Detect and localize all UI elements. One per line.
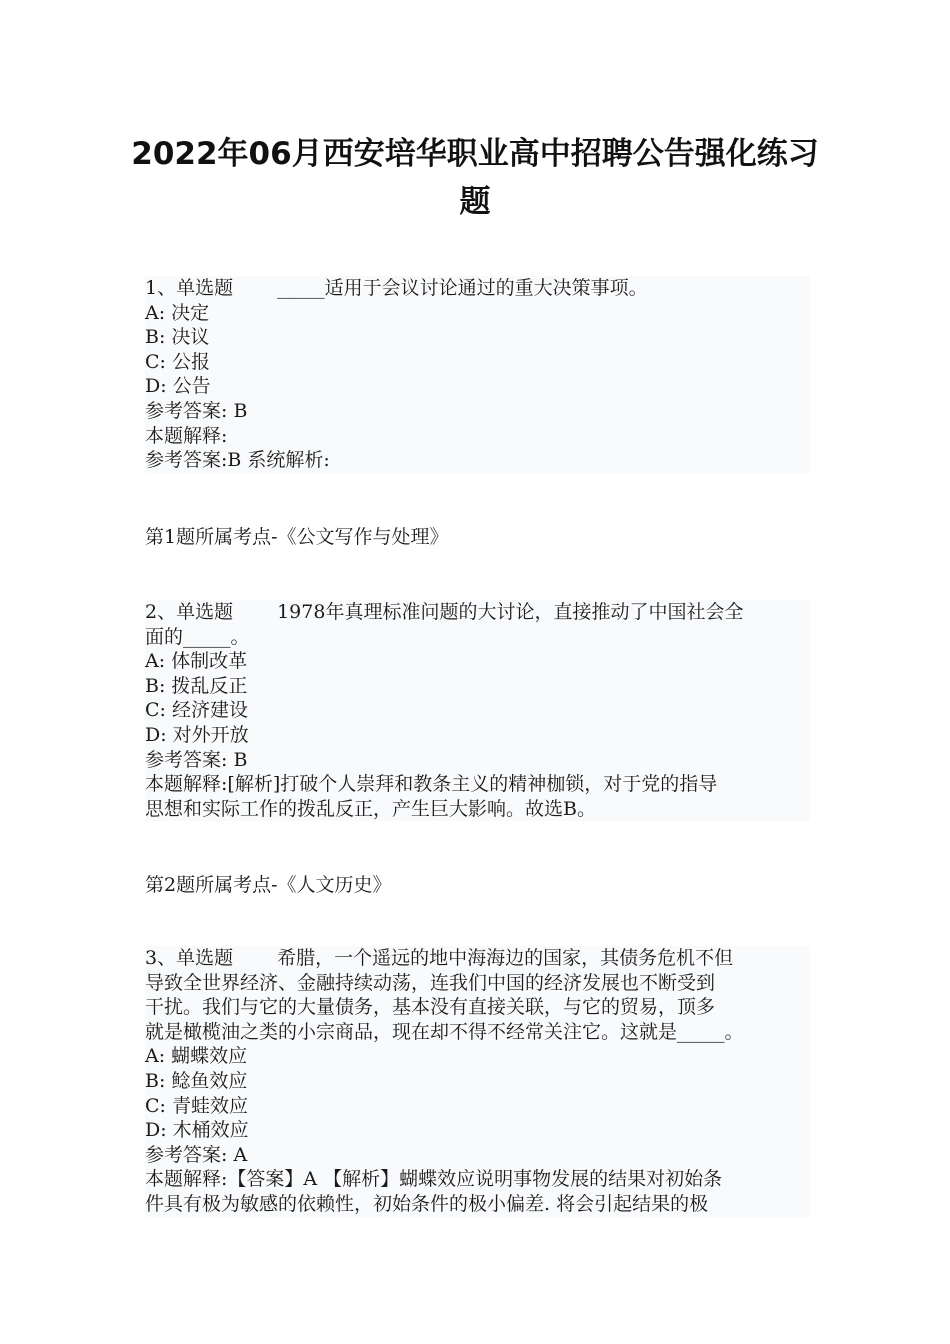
question-2-option-a: A: 体制改革 [145, 650, 248, 673]
question-1-header [145, 276, 810, 301]
question-3-number: 3、单选题 [145, 947, 234, 969]
question-1-explanation-detail: 参考答案:B 系统解析: [145, 449, 330, 472]
question-3-header [145, 946, 810, 971]
question-2-option-d: D: 对外开放 [145, 723, 249, 746]
question-1-stem: _____适用于会议讨论通过的重大决策事项。 [277, 277, 648, 299]
question-1-option-a: A: 决定 [145, 301, 210, 324]
question-3-option-d: D: 木桶效应 [145, 1119, 249, 1142]
question-3-stem-line-1: 希腊，一个遥远的地中海海边的国家，其债务危机不但 [277, 947, 734, 969]
question-2-option-c: C: 经济建设 [145, 699, 248, 722]
question-3-explanation-line-2: 件具有极为敏感的依赖性，初始条件的极小偏差. 将会引起结果的极 [145, 1192, 709, 1215]
question-1-option-c: C: 公报 [145, 350, 210, 373]
question-3-option-b: B: 鲶鱼效应 [145, 1069, 248, 1092]
question-2-stem-line-1: 1978年真理标准问题的大讨论，直接推动了中国社会全 [277, 601, 744, 623]
question-2-option-b: B: 拨乱反正 [145, 674, 248, 697]
question-3-option-c: C: 青蛙效应 [145, 1094, 248, 1117]
document-title [130, 130, 820, 226]
question-1 [145, 276, 810, 473]
question-2 [145, 600, 810, 821]
question-3-explanation-line-1: 本题解释:【答案】A 【解析】蝴蝶效应说明事物发展的结果对初始条 [145, 1168, 723, 1191]
question-1-number: 1、单选题 [145, 277, 234, 299]
question-2-number: 2、单选题 [145, 601, 234, 623]
title-line-2: 题 [459, 184, 491, 220]
question-1-answer: 参考答案: B [145, 399, 248, 422]
question-2-topic: 第2题所属考点-《人文历史》 [145, 874, 392, 896]
question-1-topic: 第1题所属考点-《公文写作与处理》 [145, 526, 449, 548]
question-2-header [145, 600, 810, 625]
question-3-option-a: A: 蝴蝶效应 [145, 1045, 248, 1068]
question-3-stem-line-2: 导致全世界经济、金融持续动荡，连我们中国的经济发展也不断受到 [145, 971, 716, 994]
question-3 [145, 946, 810, 1217]
question-3-answer: 参考答案: A [145, 1143, 248, 1166]
question-2-explanation-line-2: 思想和实际工作的拨乱反正，产生巨大影响。故选B。 [145, 797, 596, 820]
question-2-answer: 参考答案: B [145, 748, 248, 771]
question-3-stem-line-4: 就是橄榄油之类的小宗商品，现在却不得不经常关注它。这就是_____。 [145, 1020, 744, 1043]
question-1-explanation: 本题解释: [145, 424, 228, 447]
question-2-explanation-line-1: 本题解释:[解析]打破个人崇拜和教条主义的精神枷锁，对于党的指导 [145, 773, 718, 796]
question-1-option-d: D: 公告 [145, 375, 211, 398]
question-1-option-b: B: 决议 [145, 326, 210, 349]
title-line-1: 2022年06月西安培华职业高中招聘公告强化练习 [131, 136, 819, 172]
question-3-stem-line-3: 干扰。我们与它的大量债务，基本没有直接关联，与它的贸易，顶多 [145, 996, 716, 1019]
question-2-stem-line-2: 面的_____。 [145, 625, 250, 648]
